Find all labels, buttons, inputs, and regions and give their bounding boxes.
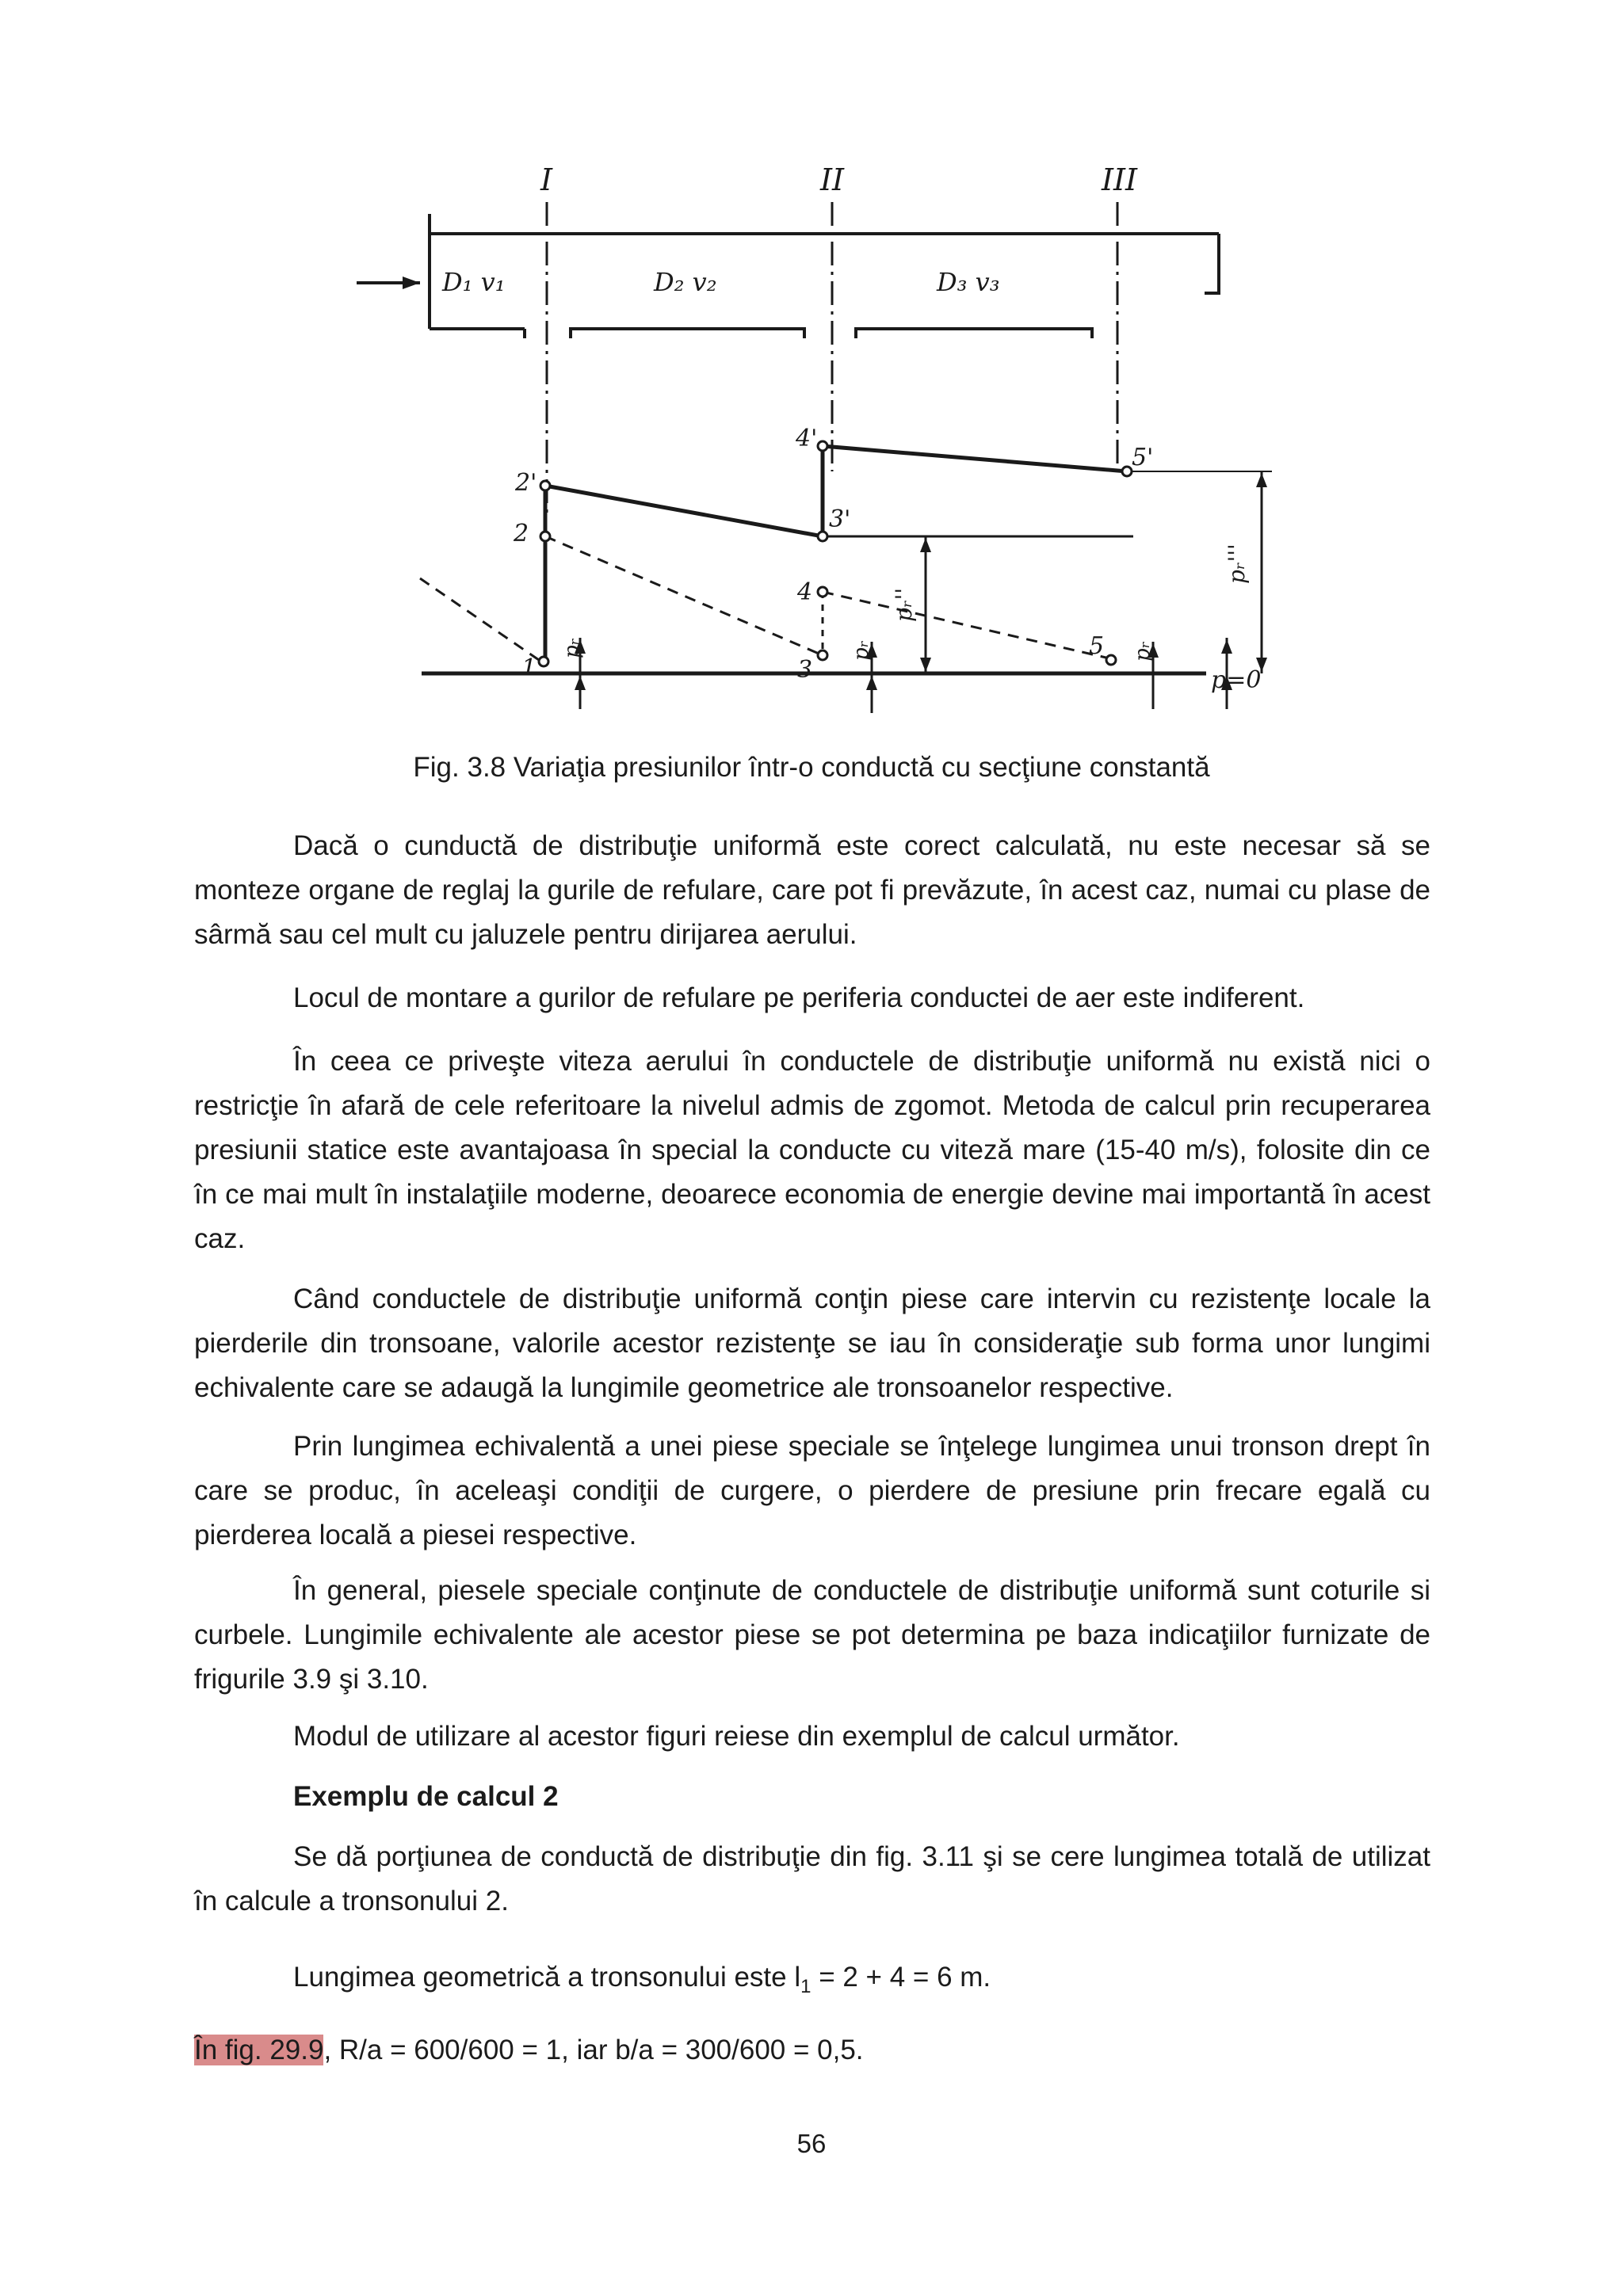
point-label-5: 5 bbox=[1089, 632, 1105, 660]
segment-label-1: D₁ v₁ bbox=[442, 267, 506, 297]
zero-label: p=0 bbox=[1211, 666, 1262, 694]
length-line-text: Lungimea geometrică a tronsonului este l bbox=[293, 1962, 801, 1993]
length-line-subscript: 1 bbox=[800, 1976, 812, 1997]
pr-label-1: pᵣ bbox=[560, 638, 584, 658]
section-label-3: III bbox=[1102, 162, 1138, 197]
point-label-5p: 5' bbox=[1132, 444, 1154, 471]
section-label-2: II bbox=[820, 162, 845, 197]
paragraph-4: Când conductele de distribuţie uniformă conţin piese care intervin cu rezistenţe locale la pierderile din tronsoane, valorile acestor rezistenţe se iau în consideraţie sub forma unor lungimi echivalente care se adaugă la lungimile geometrice ale tronsoanelor respective. bbox=[194, 1283, 1430, 1403]
example-heading: Exemplu de calcul 2 bbox=[293, 1781, 559, 1812]
pressure-variation-figure bbox=[341, 154, 1300, 725]
point-label-1: 1 bbox=[521, 654, 537, 682]
segment-label-2: D₂ v₂ bbox=[654, 267, 717, 297]
inlet-arrowhead bbox=[403, 277, 420, 289]
paragraph-1: Dacă o cunductă de distribuţie uniformă este corect calculată, nu este necesar să se monteze organe de reglaj la gurile de refulare, care pot fi prevăzute, în acest caz, numai cu plase de sârmă sau cel mult cu jaluzele pentru dirijarea aerului. bbox=[194, 830, 1430, 950]
paragraph-3: În ceea ce priveşte viteza aerului în conductele de distribuţie uniformă nu există nici o restricţie în afară de cele referitoare la nivelul admis de zgomot. Metoda de calcul prin recuperarea presiunii statice este avantajoasa în special la conducte cu viteză mare (15-40 m/s), folosite din ce în ce mai mult în instalaţiile moderne, deoarece economia de energie devine mai importantă în acest caz. bbox=[194, 1046, 1430, 1254]
section-label-1: I bbox=[540, 162, 553, 197]
static-pressure-line-1 bbox=[545, 536, 823, 655]
pr-label-3: pᵣ bbox=[850, 640, 873, 661]
paragraph-5: Prin lungimea echivalentă a unei piese speciale se înţelege lungimea unui tronson drept în care se produc, în aceleaşi condiţii de curgere, o pierdere de presiune prin frecare egală cu pierderea locală a piesei respective. bbox=[194, 1431, 1430, 1550]
point-label-4: 4 bbox=[797, 578, 813, 606]
paragraph-7: Modul de utilizare al acestor figuri reiese din exemplul de calcul următor. bbox=[293, 1721, 1180, 1752]
bracket-segment-3 bbox=[856, 329, 1092, 338]
length-line bbox=[194, 1955, 1430, 2009]
last-line-rest: , R/a = 600/600 = 1, iar b/a = 300/600 = 0,5. bbox=[323, 2035, 864, 2065]
pr3-label: pᵣ''' bbox=[1224, 543, 1250, 584]
paragraph-2: Locul de montare a gurilor de refulare pe periferia conductei de aer este indiferent. bbox=[293, 982, 1305, 1013]
page-number: 56 bbox=[796, 2129, 827, 2158]
pr-label-5: pᵣ bbox=[1131, 641, 1155, 662]
point-label-3: 3 bbox=[797, 656, 813, 684]
paragraph-6: În general, piesele speciale conţinute de conductele de distribuţie uniformă sunt coturile si curbele. Lungimile echivalente ale acestor piese se pot determina pe baza indicaţiilor furnizate de frigurile 3.9 şi 3.10. bbox=[194, 1575, 1430, 1695]
last-line bbox=[194, 2028, 1430, 2073]
pressure-diagram bbox=[341, 154, 1300, 725]
figure-caption: Fig. 3.8 Variaţia presiunilor într-o conductă cu secţiune constantă bbox=[413, 752, 1210, 783]
bracket-segment-2 bbox=[571, 329, 804, 338]
point-label-3p: 3' bbox=[829, 505, 851, 533]
segment-label-3: D₃ v₃ bbox=[937, 267, 1000, 297]
point-label-2p: 2' bbox=[515, 469, 537, 497]
length-line-rest: = 2 + 4 = 6 m. bbox=[811, 1962, 991, 1993]
point-label-4p: 4' bbox=[796, 425, 818, 452]
duct-right-end bbox=[1205, 234, 1219, 293]
pr2-label: pᵣ'' bbox=[891, 587, 917, 622]
example-paragraph: Se dă porţiunea de conductă de distribuţie din fig. 3.11 şi se cere lungimea totală de utilizat în calcule a tronsonului 2. bbox=[194, 1841, 1430, 1917]
point-label-2: 2 bbox=[514, 520, 529, 547]
static-pressure-line-0 bbox=[420, 578, 539, 660]
highlighted-reference: În fig. 29.9 bbox=[194, 2035, 324, 2065]
